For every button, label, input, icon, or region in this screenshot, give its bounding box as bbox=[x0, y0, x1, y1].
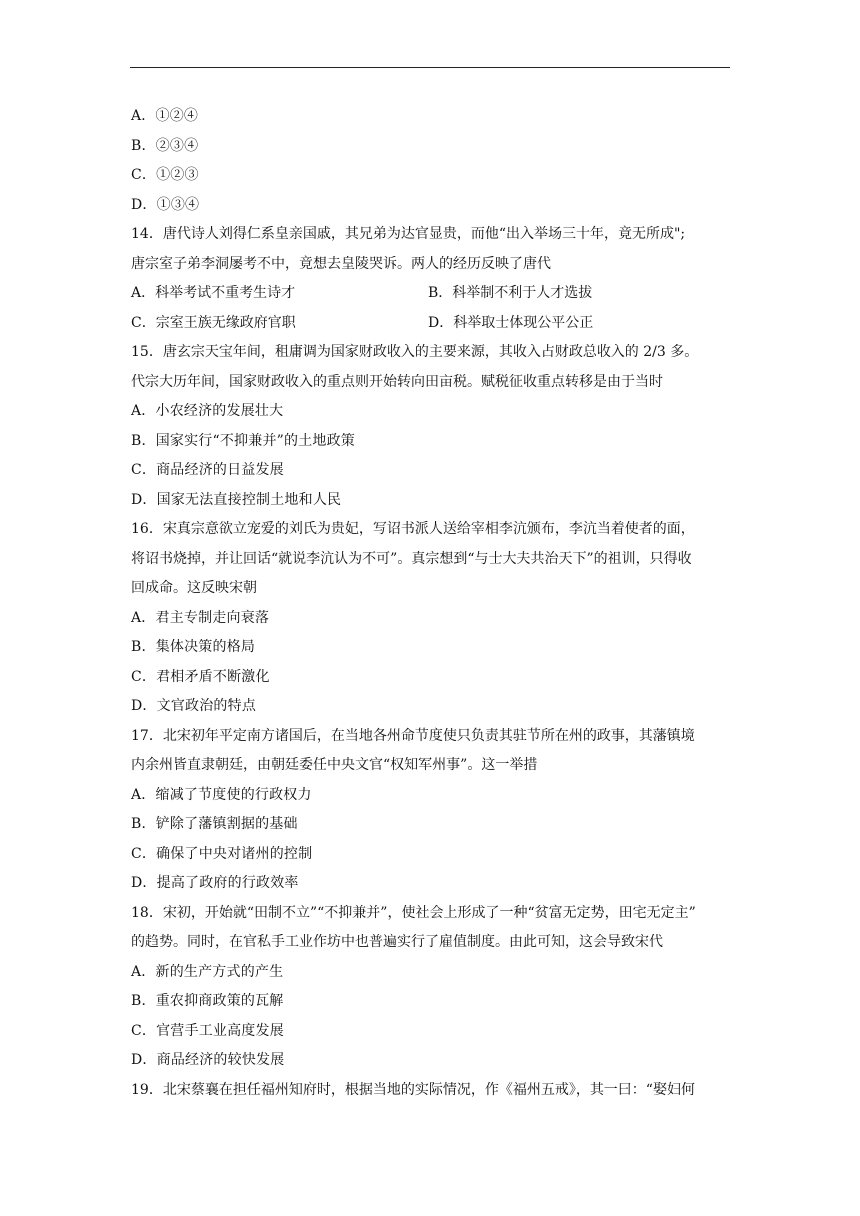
option-c: C．①②③ bbox=[131, 167, 199, 183]
option-b: B．国家实行“不抑兼并”的土地政策 bbox=[131, 432, 356, 449]
option-b: B．科举制不利于人才选拔 bbox=[428, 285, 593, 301]
question-stem: 17．北宋初年平定南方诸国后，在当地各州命节度使只负责其驻节所在州的政事，其藩镇境 bbox=[131, 727, 695, 744]
option-a: A．科举考试不重考生诗才 bbox=[131, 285, 296, 301]
option-d: D．国家无法直接控制土地和人民 bbox=[131, 491, 342, 508]
question-stem: 内余州皆直隶朝廷，由朝廷委任中央文官“权知军州事”。这一举措 bbox=[131, 757, 538, 773]
question-16 bbox=[131, 515, 731, 722]
option-d: D．文官政治的特点 bbox=[131, 698, 257, 714]
question-17 bbox=[131, 722, 731, 899]
exam-page-content bbox=[131, 102, 731, 1105]
question-stem: 回成命。这反映宋朝 bbox=[131, 580, 257, 596]
header-rule bbox=[130, 67, 730, 68]
option-d: D．①③④ bbox=[131, 196, 200, 213]
question-14 bbox=[131, 220, 731, 338]
option-b: B．重农抑商政策的瓦解 bbox=[131, 993, 284, 1009]
option-b: B．铲除了藩镇割据的基础 bbox=[131, 816, 298, 832]
question-stem: 将诏书烧掉，并让回话“就说李沆认为不可”。真宗想到“与士大夫共治天下”的祖训，只得收 bbox=[131, 550, 692, 567]
question-stem: 的趋势。同时，在官私手工业作坊中也普遍实行了雇值制度。由此可知，这会导致宋代 bbox=[131, 934, 663, 950]
option-d: D．科举取士体现公平公正 bbox=[428, 314, 594, 331]
question-stem: 代宗大历年间，国家财政收入的重点则开始转向田亩税。赋税征收重点转移是由于当时 bbox=[131, 373, 663, 390]
option-a: A．新的生产方式的产生 bbox=[131, 963, 284, 980]
option-d: D．提高了政府的行政效率 bbox=[131, 875, 299, 891]
option-c: C．确保了中央对诸州的控制 bbox=[131, 845, 313, 862]
option-d: D．商品经济的较快发展 bbox=[131, 1052, 285, 1068]
question-19 bbox=[131, 1076, 731, 1106]
question-stem: 14．唐代诗人刘得仁系皇亲国戚，其兄弟为达官显贵，而他“出入举场三十年，竟无所成"; bbox=[131, 226, 686, 242]
question-stem: 19．北宋蔡襄在担任福州知府时，根据当地的实际情况，作《福州五戒》，其一曰：“娶妇何 bbox=[131, 1081, 695, 1098]
question-15 bbox=[131, 338, 731, 515]
option-b: B．②③④ bbox=[131, 137, 199, 154]
option-a: A．君主专制走向衰落 bbox=[131, 609, 270, 626]
question-stem: 18．宋初，开始就“田制不立”“不抑兼并”，使社会上形成了一种“贫富无定势，田宅无定主” bbox=[131, 904, 696, 921]
question-stem: 唐宗室子弟李洞屡考不中，竟想去皇陵哭诉。两人的经历反映了唐代 bbox=[131, 255, 551, 272]
option-a: A．小农经济的发展壮大 bbox=[131, 403, 284, 419]
question-18 bbox=[131, 899, 731, 1076]
option-b: B．集体决策的格局 bbox=[131, 639, 256, 655]
option-a: A．①②④ bbox=[131, 108, 199, 124]
option-c: C．官营手工业高度发展 bbox=[131, 1022, 284, 1039]
option-c: C．宗室王族无缘政府官职 bbox=[131, 314, 296, 331]
question-stem: 15．唐玄宗天宝年间，租庸调为国家财政收入的主要来源，其收入占财政总收入的 2/3 多。 bbox=[131, 344, 699, 360]
question-stem: 16．宋真宗意欲立宠爱的刘氏为贵妃，写诏书派人送给宰相李沆颁布，李沆当着使者的面， bbox=[131, 521, 695, 537]
option-c: C．商品经济的日益发展 bbox=[131, 462, 284, 478]
option-a: A．缩减了节度使的行政权力 bbox=[131, 786, 312, 803]
option-c: C．君相矛盾不断激化 bbox=[131, 668, 270, 685]
option-row bbox=[131, 279, 731, 309]
question-13-options bbox=[131, 102, 731, 220]
option-row bbox=[131, 309, 731, 339]
